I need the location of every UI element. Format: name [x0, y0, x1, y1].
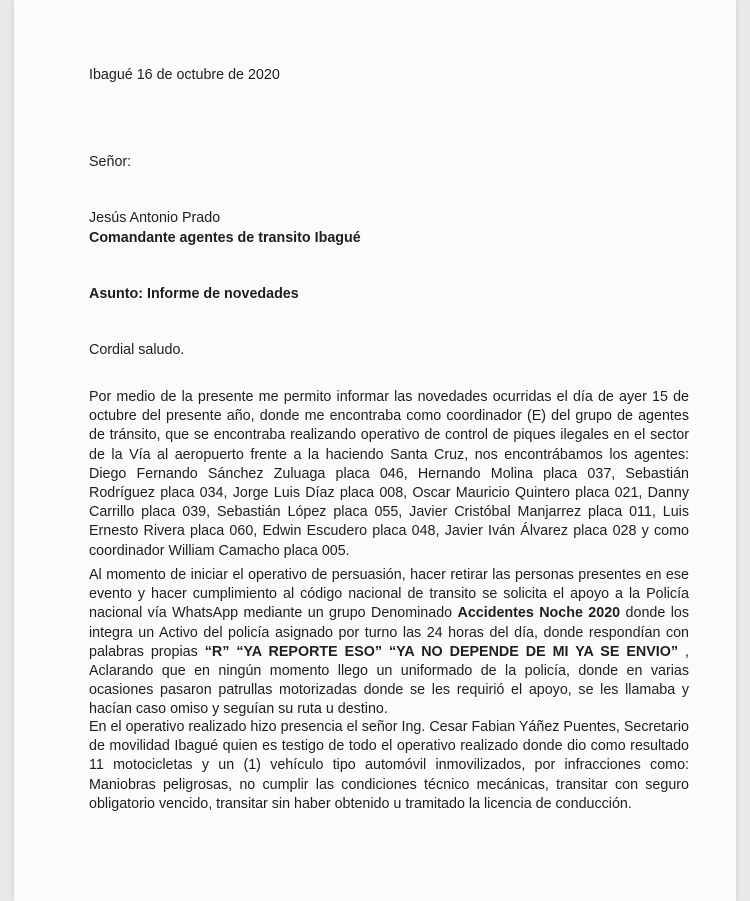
- letter-date: Ibagué 16 de octubre de 2020: [89, 67, 280, 83]
- paragraph-novedades: Por medio de la presente me permito informar las novedades ocurridas el día de ayer 15 de octubre del presente año, donde me encontraba como coordinador (E) del grupo de agentes de tránsito, que se encontraba realizando operativo de control de piques ilegales en el sector de la Vía al aeropuerto frente a la haciendo Santa Cruz, nos encontrábamos los agentes: Diego Fernando Sánchez Zuluaga placa 046, Hernando Molina placa 037, Sebastián Rodríguez placa 034, Jorge Luis Díaz placa 008, Oscar Mauricio Quintero placa 021, Danny Carrillo placa 039, Sebastián López placa 055, Javier Cristóbal Manjarrez placa 011, Luis Ernesto Rivera placa 060, Edwin Escudero placa 048, Javier Iván Álvarez placa 028 y como coordinador William Camacho placa 005.: [89, 389, 689, 559]
- paragraph-resultados: En el operativo realizado hizo presencia el señor Ing. Cesar Fabian Yáñez Puentes, Secretario de movilidad Ibagué quien es testigo de todo el operativo realizado donde dio como resultado 11 motocicletas y un (1) vehículo tipo automóvil inmovilizados, por infracciones como: Maniobras peligrosas, no cumplir las condiciones técnico mecánicas, transitar con seguro obligatorio vencido, transitar sin haber obtenido u tramitado la licencia de conducción.: [89, 719, 689, 812]
- whatsapp-group-name: Accidentes Noche 2020: [457, 605, 621, 622]
- police-responses: “R” “YA REPORTE ESO” “YA NO DEPENDE DE MI YA SE ENVIO”: [204, 643, 679, 660]
- subject-line: Asunto: Informe de novedades: [89, 286, 299, 302]
- letter-page: [14, 0, 736, 901]
- recipient-name: Jesús Antonio Prado: [89, 210, 221, 226]
- paragraph-operativo-text-3: , Aclarando que en ningún momento llego un uniformado de la policía, donde en varias ocasiones pasaron patrullas motorizadas donde se les requirió el apoyo, se les llamaba y hacían caso omiso y seguían su ruta u destino.: [89, 643, 689, 718]
- paragraph-operativo: [89, 566, 689, 720]
- paragraph-operativo-text-1: Al momento de iniciar el operativo de persuasión, hacer retirar las personas presentes en ese evento y hacer cumplimiento al código nacional de transito se solicita el apoyo a la Policía nacional vía WhatsApp mediante un grupo Denominado: [89, 567, 689, 622]
- recipient-role: Comandante agentes de transito Ibagué: [89, 230, 361, 246]
- greeting: Cordial saludo.: [89, 342, 185, 358]
- salutation-to: Señor:: [89, 154, 132, 170]
- paragraph-operativo-text-2: donde los integra un Activo del policía asignado por turno las 24 horas del día, donde respondían con palabras propias: [89, 605, 689, 660]
